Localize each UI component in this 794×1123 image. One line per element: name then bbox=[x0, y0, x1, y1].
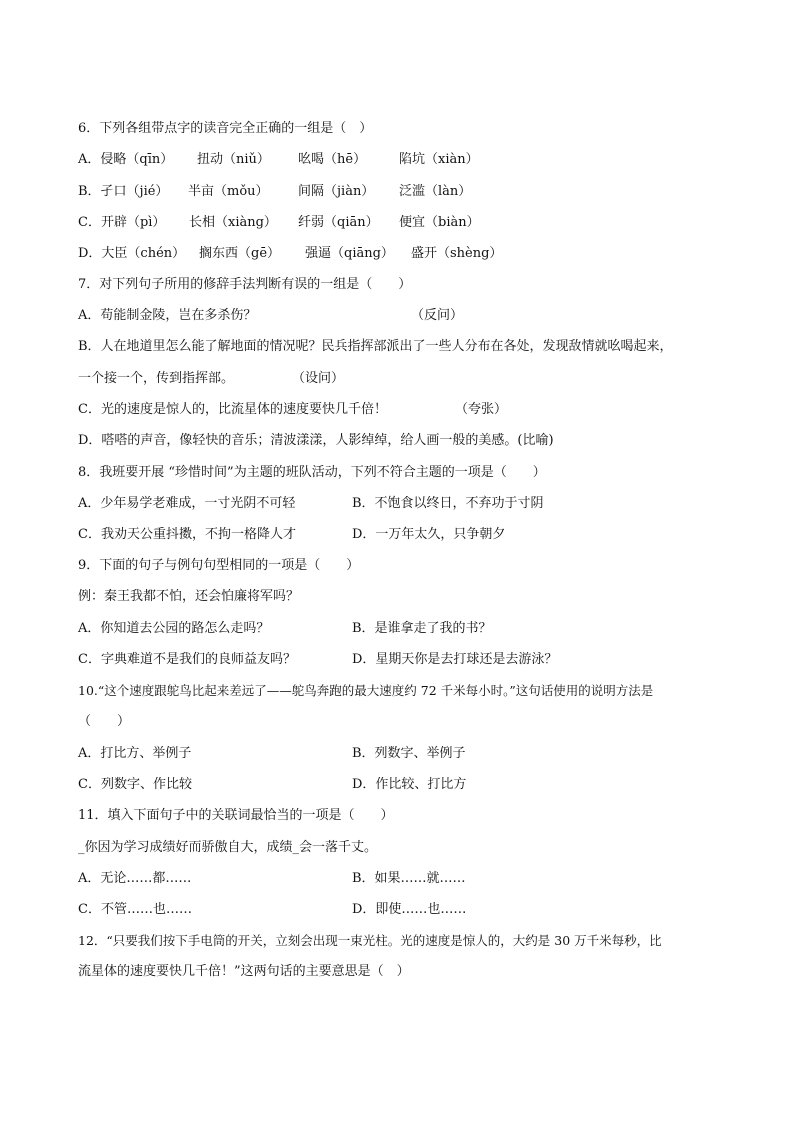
q6-a-2: 扭动（niǔ） bbox=[197, 152, 270, 167]
q6-a-4: 陷坑（xiàn） bbox=[399, 152, 479, 167]
q7-option-a: A．苟能制金陵，岂在多杀伤？ bbox=[78, 308, 257, 323]
q6-stem: 6．下列各组带点字的读音完全正确的一组是（ ） bbox=[78, 121, 373, 136]
q6-b-2: 半亩（mǒu） bbox=[188, 184, 269, 199]
q7-option-c-tag: （夸张） bbox=[455, 402, 508, 417]
q7-option-b-line1: B．人在地道里怎么能了解地面的情况呢？民兵指挥部派出了一些人分布在各处，发现敌情就吆喝起来， bbox=[78, 339, 673, 354]
q11-option-d: D．即使……也…… bbox=[352, 902, 467, 917]
q8-option-c: C．我劝天公重抖擞，不拘一格降人才 bbox=[78, 527, 296, 542]
q7-option-a-tag: （反问） bbox=[411, 308, 464, 323]
q6-c-1: C．开辟（pì） bbox=[78, 215, 166, 230]
q12-stem-line1: 12．“只要我们按下手电筒的开关，立刻会出现一束光柱。光的速度是惊人的，大约是 30 万千米每秒，比 bbox=[78, 933, 662, 948]
q11-option-b: B．如果……就…… bbox=[352, 871, 466, 886]
q11-sentence: _你因为学习成绩好而骄傲自大，成绩_会一落千丈。 bbox=[78, 840, 378, 855]
q10-option-d: D．作比较、打比方 bbox=[352, 777, 467, 792]
q6-d-3: 强逼（qiāng） bbox=[305, 246, 394, 261]
q8-option-d: D．一万年太久，只争朝夕 bbox=[352, 527, 506, 542]
q7-stem: 7．对下列句子所用的修辞手法判断有误的一组是（ ） bbox=[78, 277, 412, 292]
q10-option-b: B．列数字、举例子 bbox=[352, 746, 466, 761]
q6-c-3: 纤弱（qiān） bbox=[298, 215, 379, 230]
q6-d-1: D．大臣（chén） bbox=[78, 246, 186, 261]
q6-a-1: A．侵略（qīn） bbox=[78, 152, 174, 167]
q6-c-2: 长相（xiàng） bbox=[189, 215, 277, 230]
q10-option-c: C．列数字、作比较 bbox=[78, 777, 192, 792]
q9-option-d: D．星期天你是去打球还是去游泳？ bbox=[352, 652, 558, 667]
q12-stem-line2: 流星体的速度要快几千倍！”这两句话的主要意思是（ ） bbox=[78, 964, 410, 979]
q9-option-a: A．你知道去公园的路怎么走吗？ bbox=[78, 621, 270, 636]
q6-b-1: B．孑口（jié） bbox=[78, 184, 169, 199]
q6-b-4: 泛滥（làn） bbox=[399, 184, 472, 199]
q7-option-b-tag: （设问） bbox=[292, 371, 345, 386]
q9-option-b: B．是谁拿走了我的书？ bbox=[352, 621, 492, 636]
q11-option-c: C．不管……也…… bbox=[78, 902, 192, 917]
q6-d-4: 盛开（shèng） bbox=[411, 246, 503, 261]
q10-stem-line1: 10.“这个速度跟鸵鸟比起来差远了——鸵鸟奔跑的最大速度约 72 千米每小时。”这句话使用的说明方法是 bbox=[78, 683, 654, 698]
q6-b-3: 间隔（jiàn） bbox=[298, 184, 375, 199]
q8-option-a: A．少年易学老难成，一寸光阴不可轻 bbox=[78, 496, 296, 511]
q7-option-b-line2: 一个接一个，传到指挥部。 bbox=[78, 371, 235, 386]
q9-stem: 9．下面的句子与例句句型相同的一项是（ ） bbox=[78, 558, 360, 573]
q8-stem: 8．我班要开展 “珍惜时间”为主题的班队活动，下列不符合主题的一项是（ ） bbox=[78, 465, 546, 480]
q6-d-2: 搁东西（gē） bbox=[199, 246, 281, 261]
q8-option-b: B．不饱食以终日，不弃功于寸阴 bbox=[352, 496, 544, 511]
q9-example: 例：秦王我都不怕，还会怕廉将军吗？ bbox=[78, 589, 300, 604]
q9-option-c: C．字典难道不是我们的良师益友吗？ bbox=[78, 652, 296, 667]
q10-option-a: A．打比方、举例子 bbox=[78, 746, 192, 761]
q11-stem: 11．填入下面句子中的关联词最恰当的一项是（ ） bbox=[78, 808, 394, 823]
q10-stem-line2: （ ） bbox=[78, 714, 131, 729]
q6-a-3: 吆喝（hē） bbox=[298, 152, 367, 167]
q7-option-d: D．嗒嗒的声音，像轻快的音乐；清波漾漾，人影绰绰，给人画一般的美感。(比喻) bbox=[78, 433, 554, 448]
q7-option-c: C．光的速度是惊人的，比流星体的速度要快几千倍！ bbox=[78, 402, 387, 417]
q6-c-4: 便宜（biàn） bbox=[399, 215, 480, 230]
q11-option-a: A．无论……都…… bbox=[78, 871, 192, 886]
